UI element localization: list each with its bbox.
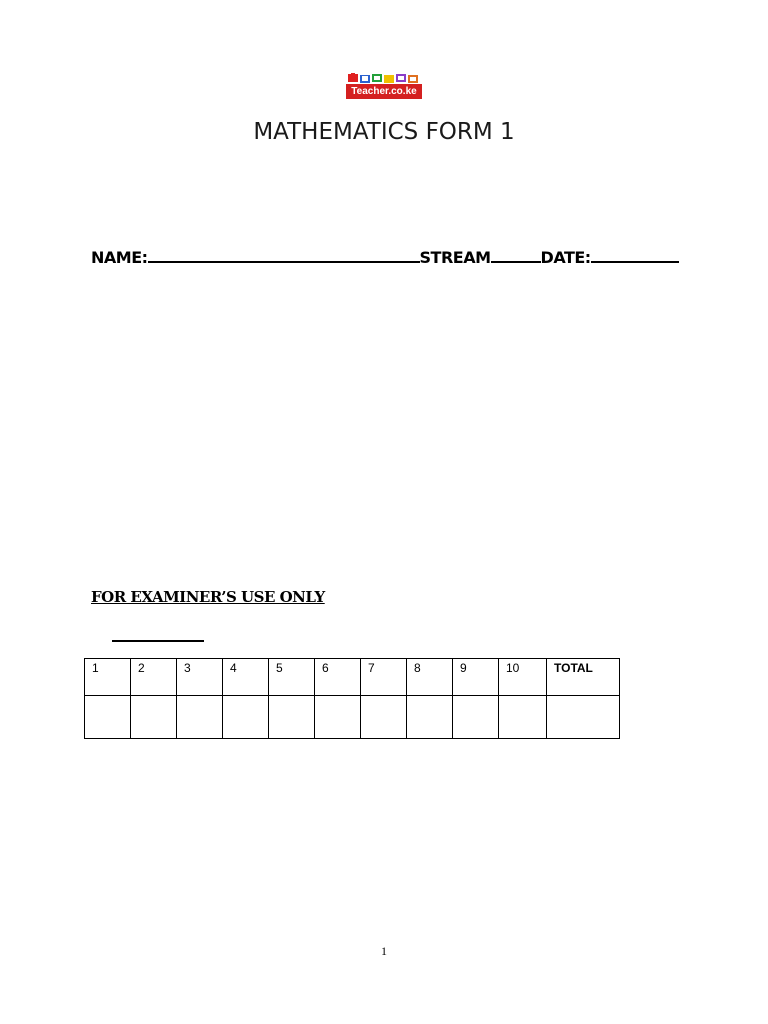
question-3-header: 3 [177,659,223,696]
question-1-header: 1 [85,659,131,696]
question-4-header: 4 [223,659,269,696]
page-title: MATHEMATICS FORM 1 [253,119,515,145]
question-9-header: 9 [453,659,499,696]
name-label: NAME: [91,248,148,267]
student-details-line [91,247,679,269]
question-10-header: 10 [499,659,547,696]
total-header: TOTAL [547,659,620,696]
question-10-score-cell[interactable] [499,696,547,739]
examiner-heading: FOR EXAMINER’S USE ONLY [91,588,325,606]
question-5-score-cell[interactable] [269,696,315,739]
question-7-header: 7 [361,659,407,696]
total-score-cell[interactable] [547,696,620,739]
stream-blank[interactable] [491,247,541,263]
question-9-score-cell[interactable] [453,696,499,739]
score-table [84,658,620,739]
question-2-header: 2 [131,659,177,696]
score-table-header-row [85,659,620,696]
question-1-score-cell[interactable] [85,696,131,739]
page-number: 1 [381,944,387,958]
question-4-score-cell[interactable] [223,696,269,739]
teacher-co-ke-logo [346,73,422,99]
question-8-header: 8 [407,659,453,696]
question-6-header: 6 [315,659,361,696]
question-7-score-cell[interactable] [361,696,407,739]
score-table-marks-row [85,696,620,739]
question-5-header: 5 [269,659,315,696]
date-label: DATE: [540,248,591,267]
name-blank[interactable] [148,247,420,263]
question-6-score-cell[interactable] [315,696,361,739]
logo-text: Teacher.co.ke [346,84,422,99]
date-blank[interactable] [591,247,679,263]
question-3-score-cell[interactable] [177,696,223,739]
question-2-score-cell[interactable] [131,696,177,739]
stream-label: STREAM [419,248,491,267]
question-8-score-cell[interactable] [407,696,453,739]
divider-rule [112,640,204,642]
